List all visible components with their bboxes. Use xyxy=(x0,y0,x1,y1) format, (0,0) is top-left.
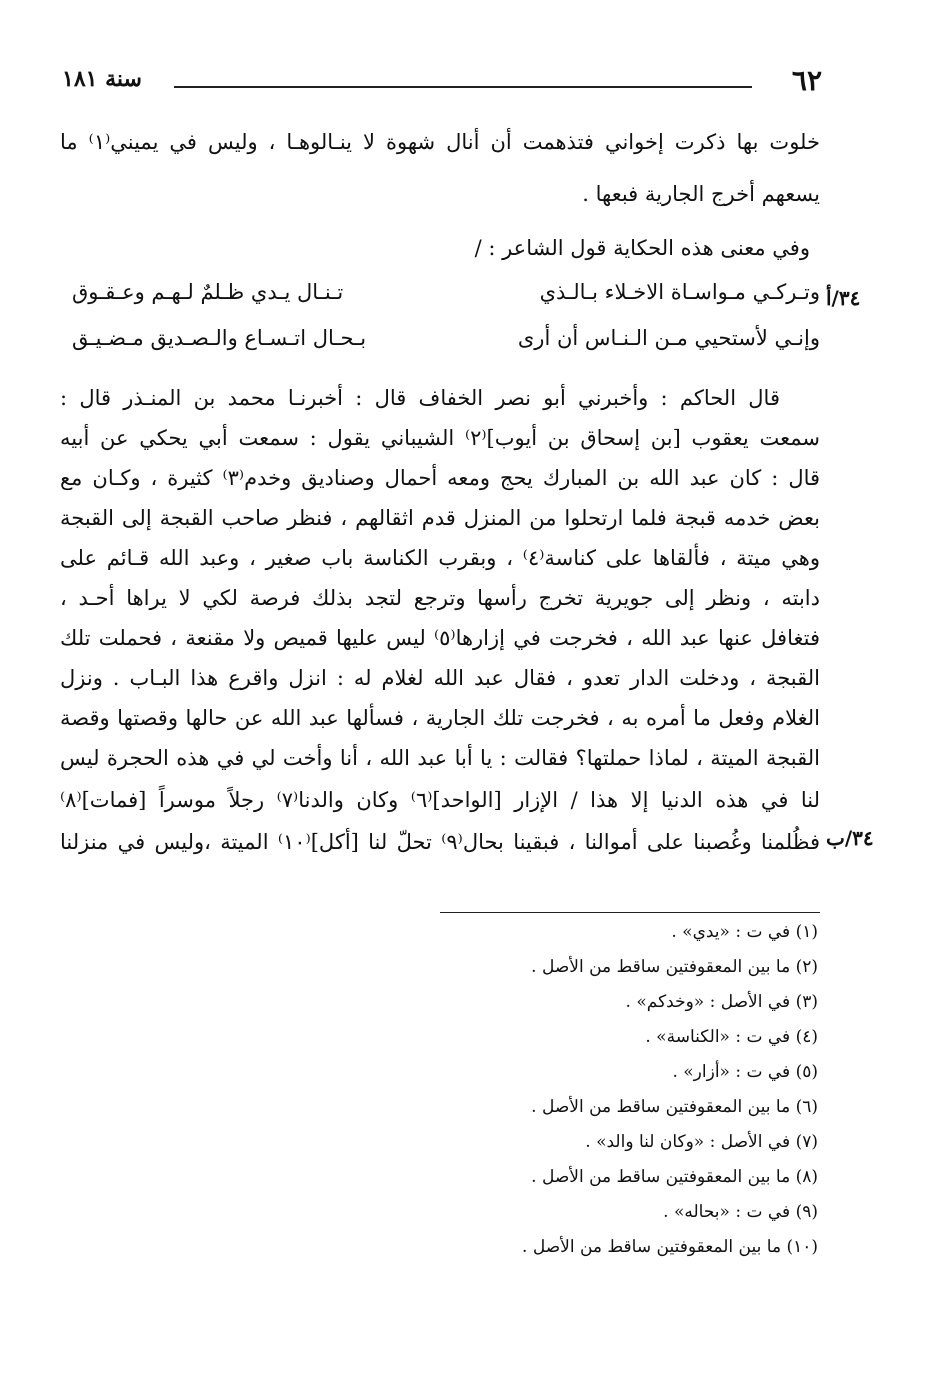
footnote-1: (١) في ت : «يدي» . xyxy=(671,922,818,942)
verse-row-1 xyxy=(60,280,820,318)
main-line-3: قال : كان عبد الله بن المبارك يحج ومعه أحمال وصناديق وخدم⁽٣⁾ كثيرة ، وكـان مع xyxy=(60,466,821,490)
footnote-8: (٨) ما بين المعقوفتين ساقط من الأصل . xyxy=(531,1167,818,1187)
main-line-1: قال الحاكم : وأخبرني أبو نصر الخفاف قال : أخبرنـا محمد بن المنـذر قال : xyxy=(60,386,780,410)
footnote-9: (٩) في ت : «بحاله» . xyxy=(663,1202,818,1222)
main-line-5: وهي ميتة ، فألقاها على كناسة⁽٤⁾ ، وبقرب الكناسة باب صغير ، وعبد الله قـائم على xyxy=(60,546,820,570)
opening-line-3: وفي معنى هذه الحكاية قول الشاعر : / xyxy=(474,236,810,260)
verse-row-2 xyxy=(60,326,820,364)
main-line-12: فظُلمنا وغُصبنا على أموالنا ، فبقينا بحال⁽٩⁾ تحلّ لنا [أكل]⁽١٠⁾ الميتة ،وليس في منزلنا xyxy=(60,830,821,854)
footnote-6: (٦) ما بين المعقوفتين ساقط من الأصل . xyxy=(531,1097,818,1117)
main-line-2: سمعت يعقوب [بن إسحاق بن أيوب]⁽٢⁾ الشيباني يقول : سمعت أبي يحكي عن أبيه xyxy=(60,426,820,450)
main-line-4: بعض خدمه قبجة فلما ارتحلوا من المنزل قدم اثقالهم ، فنظر صاحب القبجة إلى القبجة xyxy=(60,506,820,530)
footnote-5: (٥) في ت : «أزار» . xyxy=(672,1062,818,1082)
verse-1-second-hemistich: تـنـال يـدي ظـلمٌ لـهـم وعـقـوق xyxy=(72,280,344,304)
header-rule xyxy=(174,86,752,88)
margin-folio-a: ٣٤/أ xyxy=(826,286,861,310)
margin-folio-b: ٣٤/ب xyxy=(826,826,874,850)
running-header xyxy=(62,62,822,102)
main-line-7: فتغافل عنها عبد الله ، فخرجت في إزارها⁽٥⁾ ليس عليها قميص ولا مقنعة ، فحملت تلك xyxy=(60,626,820,650)
main-line-9: الغلام وفعل ما أمره به ، فخرجت تلك الجارية ، فسألها عبد الله عن حالها وقصتها وقصة xyxy=(60,706,820,730)
footnote-2: (٢) ما بين المعقوفتين ساقط من الأصل . xyxy=(531,957,818,977)
year-label: سنة ١٨١ xyxy=(62,66,142,92)
footnote-3: (٣) في الأصل : «وخدكم» . xyxy=(625,992,818,1012)
footnote-4: (٤) في ت : «الكناسة» . xyxy=(645,1027,818,1047)
main-paragraph xyxy=(60,378,820,898)
poem-block xyxy=(60,280,820,370)
main-line-8: القبجة ، ودخلت الدار تعدو ، فقال عبد الله لغلام له : انزل واقرع هذا البـاب . ونزل xyxy=(60,666,820,690)
footnote-rule xyxy=(440,912,820,913)
footnote-7: (٧) في الأصل : «وكان لنا والد» . xyxy=(585,1132,818,1152)
page-number: ٦٢ xyxy=(791,64,822,97)
opening-line-2: يسعهم أخرج الجارية فبعها . xyxy=(582,182,820,206)
verse-2-first-hemistich: وإنـي لأستحيي مـن الـنـاس أن أرى xyxy=(517,326,820,350)
verse-2-second-hemistich: بـحـال اتـسـاع والـصـديق مـضـيـق xyxy=(72,326,367,350)
verse-1-first-hemistich: وتـركـي مـواسـاة الاخـلاء بـالـذي xyxy=(539,280,820,304)
main-line-11: لنا في هذه الدنيا إلا هذا / الإزار [الواحد]⁽٦⁾ وكان والدنا⁽٧⁾ رجلاً موسراً [فمات]⁽٨⁾ xyxy=(60,788,821,812)
main-line-6: دابته ، ونظر إلى جويرية تخرج رأسها وترجع لتجد بذلك فرصة لكي لا يراها أحـد ، xyxy=(60,586,820,610)
footnote-10: (١٠) ما بين المعقوفتين ساقط من الأصل . xyxy=(522,1237,818,1257)
main-line-10: القبجة الميتة ، لماذا حملتها؟ فقالت : يا أبا عبد الله ، أنا وأخت لي في هذه الحجرة ليس xyxy=(60,746,820,770)
opening-line-1: خلوت بها ذكرت إخواني فتذهمت أن أنال شهوة لا ينـالوهـا ، وليس في يميني⁽١⁾ ما xyxy=(60,130,820,154)
